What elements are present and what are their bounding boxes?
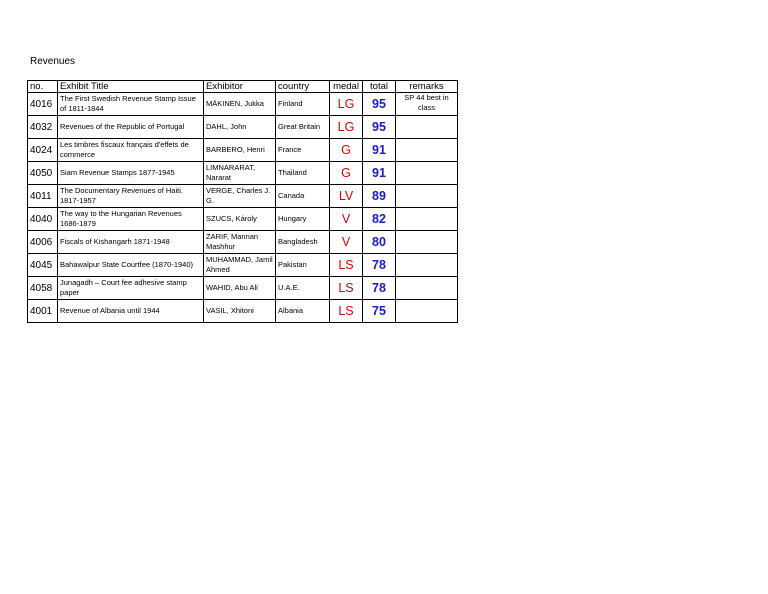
col-header-remarks: remarks [396,81,458,93]
col-header-title: Exhibit Title [58,81,204,93]
cell-title: Siam Revenue Stamps 1877-1945 [58,162,204,185]
cell-remarks [396,300,458,323]
table-row [28,208,458,231]
cell-no: 4045 [28,254,58,277]
cell-total: 78 [363,277,396,300]
cell-country: Great Britain [276,116,330,139]
cell-medal: LV [330,185,363,208]
cell-country: Thailand [276,162,330,185]
cell-total: 78 [363,254,396,277]
cell-title: Junagadh – Court fee adhesive stamp paper [58,277,204,300]
cell-exhibitor: VERGE, Charles J. G. [204,185,276,208]
cell-no: 4050 [28,162,58,185]
cell-exhibitor: BARBERO, Henri [204,139,276,162]
table-row [28,162,458,185]
col-header-country: country [276,81,330,93]
cell-total: 91 [363,139,396,162]
results-table [27,80,458,323]
cell-country: Hungary [276,208,330,231]
cell-no: 4040 [28,208,58,231]
cell-total: 89 [363,185,396,208]
cell-total: 75 [363,300,396,323]
cell-title: Bahawalpur State Courtfee (1870-1940) [58,254,204,277]
cell-remarks [396,162,458,185]
col-header-medal: medal [330,81,363,93]
cell-total: 80 [363,231,396,254]
cell-exhibitor: SZUCS, Károly [204,208,276,231]
cell-medal: LS [330,277,363,300]
cell-medal: LG [330,116,363,139]
cell-title: The Documentary Revenues of Haiti. 1817-1957 [58,185,204,208]
cell-remarks [396,139,458,162]
table-row [28,185,458,208]
table-header-row [28,81,458,93]
cell-no: 4032 [28,116,58,139]
table-row [28,277,458,300]
table-row [28,231,458,254]
cell-no: 4006 [28,231,58,254]
col-header-no: no. [28,81,58,93]
cell-medal: LG [330,93,363,116]
cell-country: Albania [276,300,330,323]
cell-no: 4016 [28,93,58,116]
cell-total: 82 [363,208,396,231]
col-header-exhibitor: Exhibitor [204,81,276,93]
cell-medal: G [330,139,363,162]
table-row [28,93,458,116]
cell-remarks [396,231,458,254]
cell-exhibitor: ZARIF, Mannan Mashhur [204,231,276,254]
cell-medal: LS [330,254,363,277]
cell-title: The First Swedish Revenue Stamp Issue of 1811-1844 [58,93,204,116]
cell-exhibitor: DAHL, John [204,116,276,139]
cell-remarks: SP 44 best in class [396,93,458,116]
cell-no: 4001 [28,300,58,323]
table-row [28,139,458,162]
cell-remarks [396,116,458,139]
cell-country: Bangladesh [276,231,330,254]
cell-medal: G [330,162,363,185]
cell-title: The way to the Hungarian Revenues 1686-1879 [58,208,204,231]
cell-medal: LS [330,300,363,323]
table-row [28,300,458,323]
cell-exhibitor: WAHID, Abu Ali [204,277,276,300]
cell-exhibitor: MÄKINEN, Jukka [204,93,276,116]
cell-country: Canada [276,185,330,208]
table-row [28,116,458,139]
cell-country: Finland [276,93,330,116]
cell-title: Fiscals of Kishangarh 1871-1948 [58,231,204,254]
cell-exhibitor: MUHAMMAD, Jamil Ahmed [204,254,276,277]
cell-no: 4058 [28,277,58,300]
section-heading: Revenues [30,56,76,67]
cell-exhibitor: VASIL, Xhitoni [204,300,276,323]
table-row [28,254,458,277]
cell-title: Les timbres fiscaux français d'effets de commerce [58,139,204,162]
cell-country: U.A.E. [276,277,330,300]
col-header-total: total [363,81,396,93]
cell-medal: V [330,231,363,254]
cell-remarks [396,185,458,208]
cell-total: 95 [363,93,396,116]
cell-country: France [276,139,330,162]
cell-country: Pakistan [276,254,330,277]
cell-medal: V [330,208,363,231]
cell-no: 4024 [28,139,58,162]
cell-remarks [396,208,458,231]
cell-exhibitor: LIMNARARAT, Nararat [204,162,276,185]
cell-total: 91 [363,162,396,185]
cell-title: Revenues of the Republic of Portugal [58,116,204,139]
cell-title: Revenue of Albania until 1944 [58,300,204,323]
cell-remarks [396,254,458,277]
cell-remarks [396,277,458,300]
cell-total: 95 [363,116,396,139]
cell-no: 4011 [28,185,58,208]
